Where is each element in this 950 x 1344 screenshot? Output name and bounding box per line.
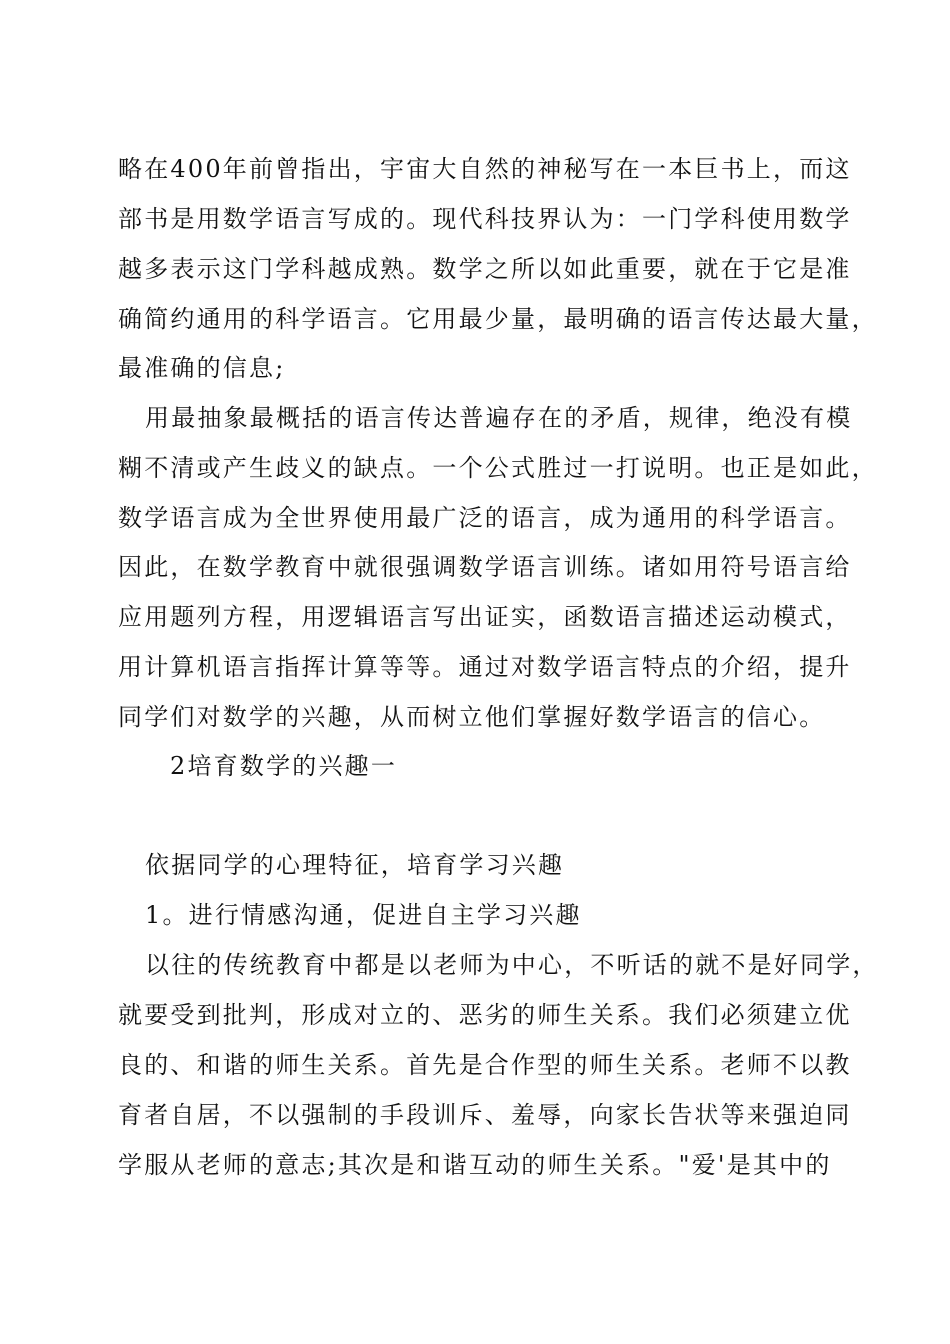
subsection-heading: 1。进行情感沟通，促进自主学习兴趣	[145, 901, 582, 929]
text-line: 用最抽象最概括的语言传达普遍存在的矛盾，规律，绝没有模	[145, 404, 853, 432]
text-line: 数学语言成为全世界使用最广泛的语言，成为通用的科学语言。	[118, 504, 852, 532]
text-line: 因此，在数学教育中就很强调数学语言训练。诸如用符号语言给	[118, 553, 852, 581]
subsection-heading: 依据同学的心理特征，培育学习兴趣	[145, 851, 565, 879]
text-line: 糊不清或产生歧义的缺点。一个公式胜过一打说明。也正是如此，	[118, 454, 878, 482]
text-line: 越多表示这门学科越成熟。数学之所以如此重要，就在于它是准	[118, 255, 852, 283]
text-line: 学服从老师的意志;其次是和谐互动的师生关系。"爱'是其中的	[118, 1151, 832, 1179]
text-line: 用计算机语言指挥计算等等。通过对数学语言特点的介绍，提升	[118, 653, 852, 681]
text-line: 确简约通用的科学语言。它用最少量，最明确的语言传达最大量，	[118, 305, 878, 333]
text-line: 最准确的信息;	[118, 354, 286, 382]
section-heading: 2培育数学的兴趣一	[170, 752, 398, 780]
text-line: 以往的传统教育中都是以老师为中心，不听话的就不是好同学，	[145, 951, 879, 979]
text-line: 略在400年前曾指出，宇宙大自然的神秘写在一本巨书上，而这	[118, 155, 852, 183]
text-line: 应用题列方程，用逻辑语言写出证实，函数语言描述运动模式，	[118, 603, 852, 631]
text-line: 就要受到批判，形成对立的、恶劣的师生关系。我们必须建立优	[118, 1001, 852, 1029]
text-line: 同学们对数学的兴趣，从而树立他们掌握好数学语言的信心。	[118, 703, 826, 731]
text-line: 育者自居，不以强制的手段训斥、羞辱，向家长告状等来强迫同	[118, 1101, 852, 1129]
text-line: 部书是用数学语言写成的。现代科技界认为：一门学科使用数学	[118, 205, 852, 233]
text-line: 良的、和谐的师生关系。首先是合作型的师生关系。老师不以教	[118, 1051, 852, 1079]
